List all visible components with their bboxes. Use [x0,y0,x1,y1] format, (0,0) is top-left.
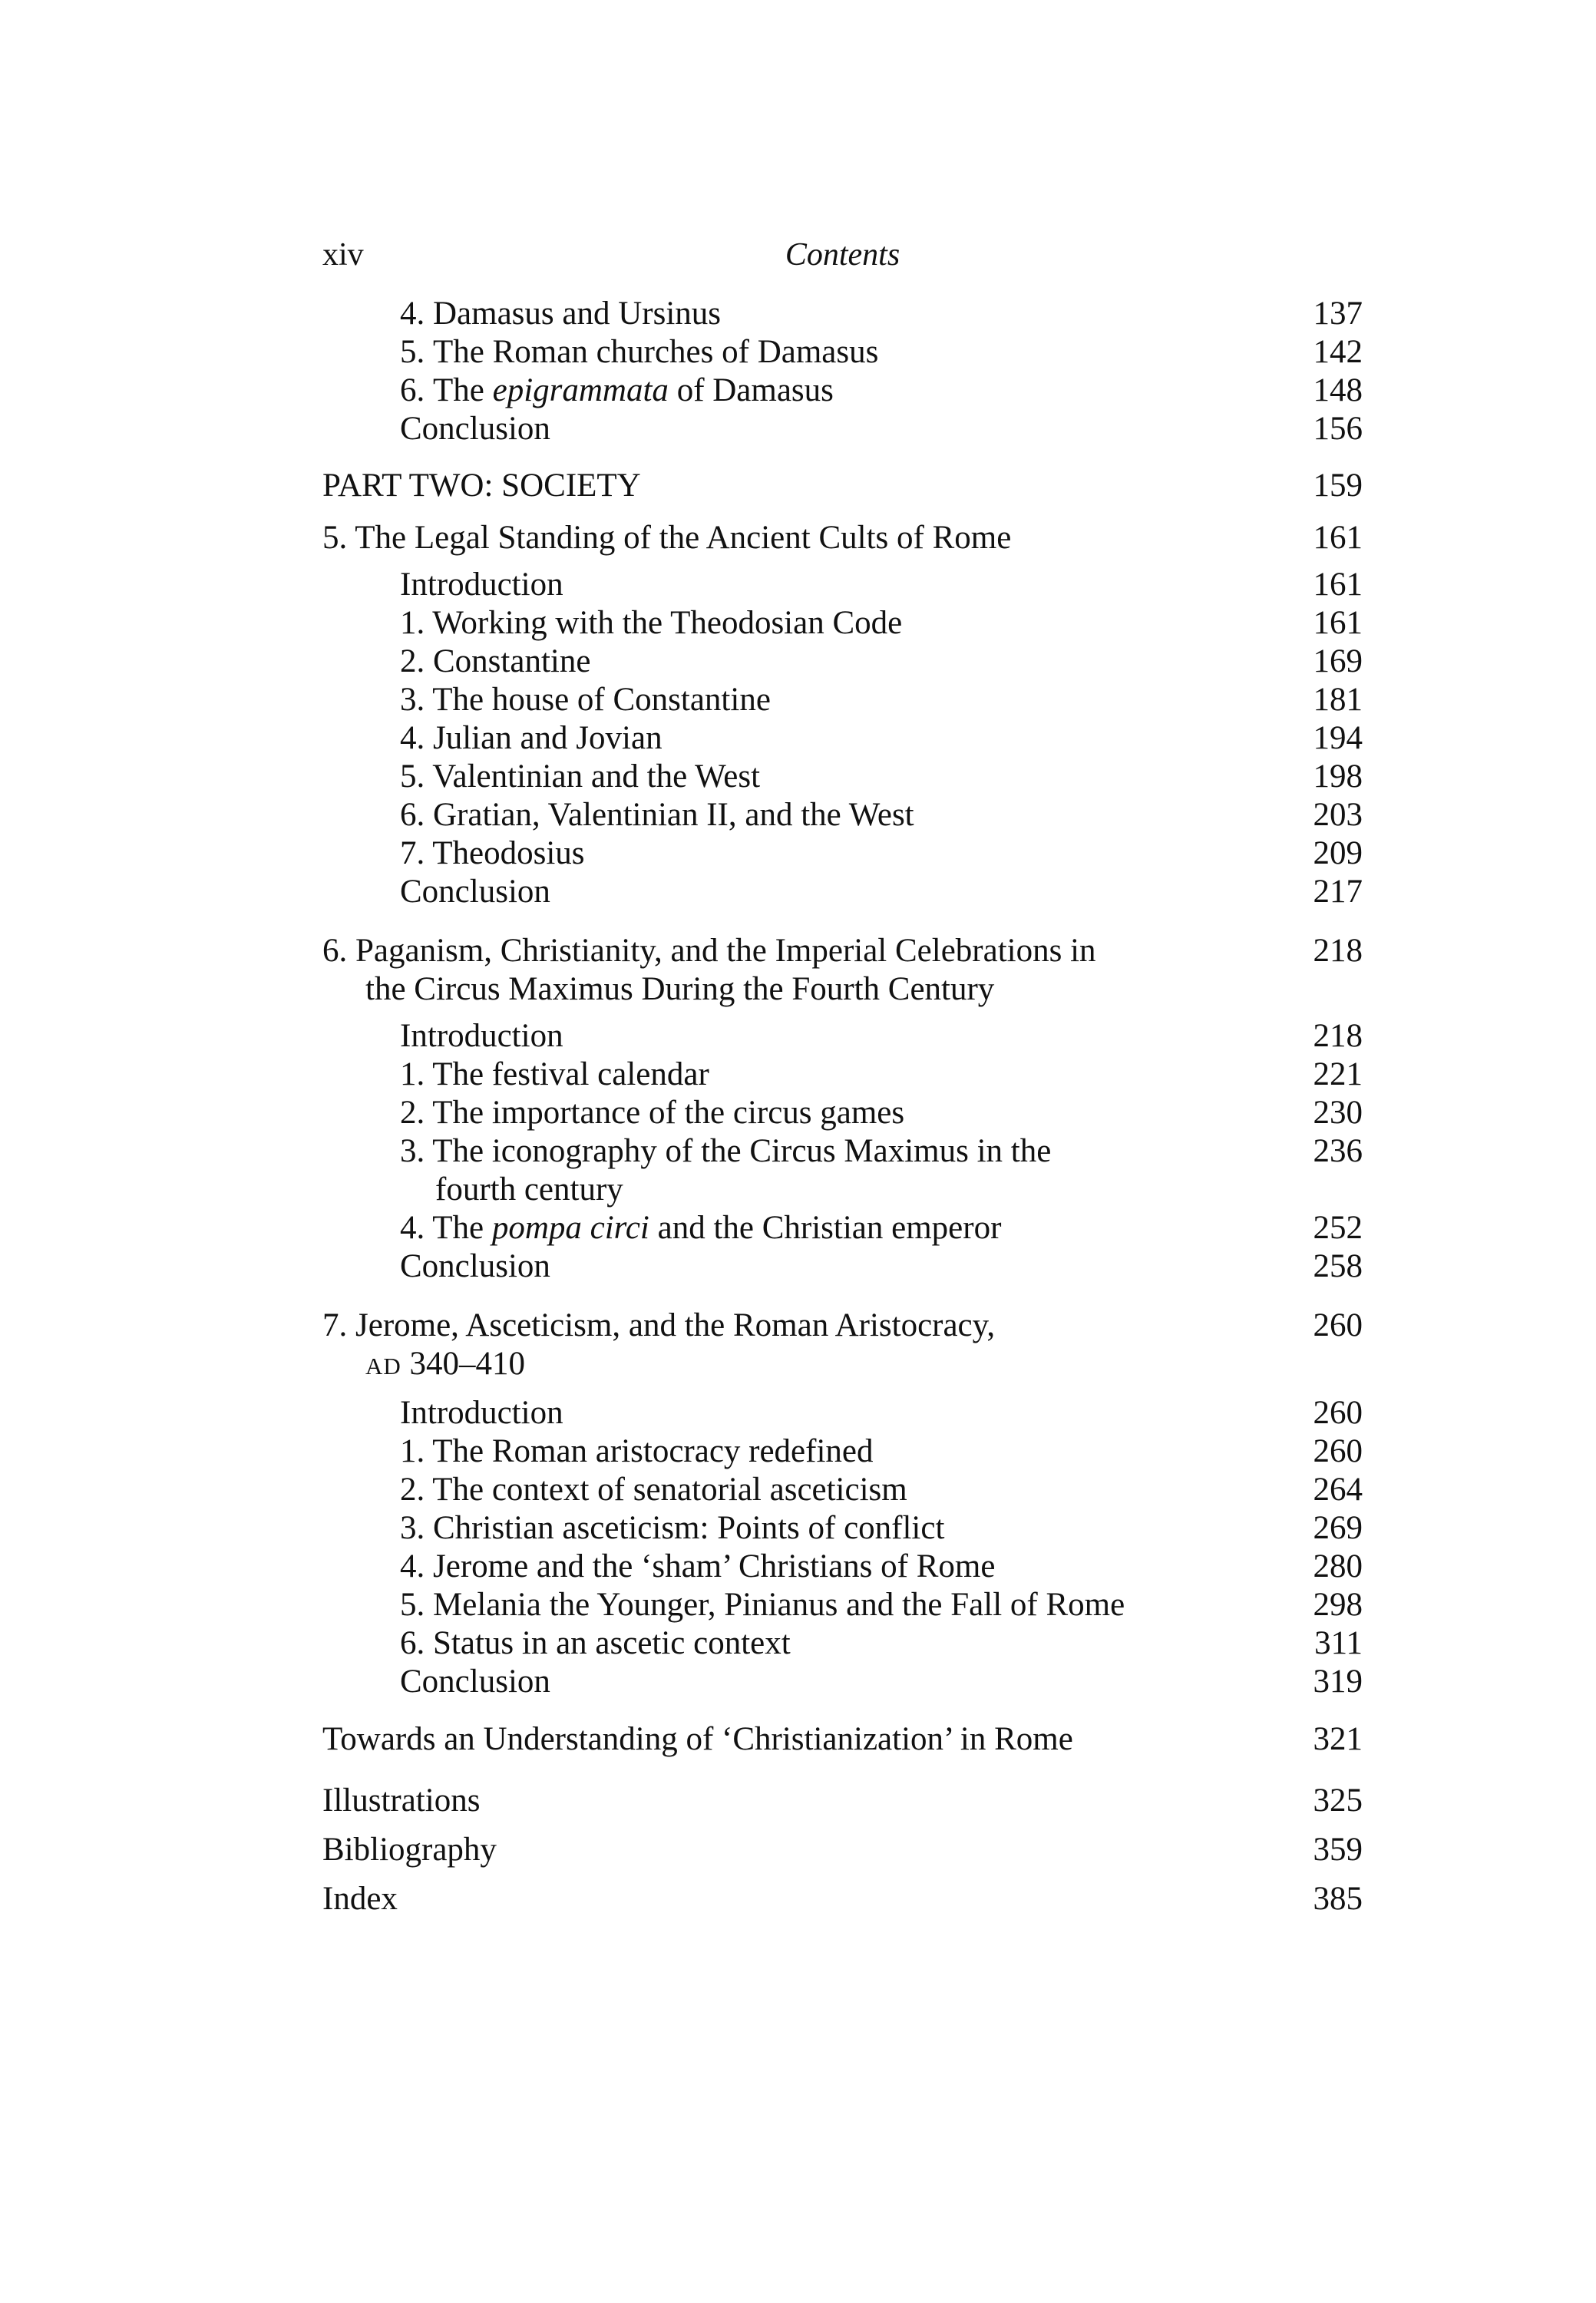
toc-entry[interactable] [322,1017,1363,1056]
entry-number: 3. [400,682,425,718]
entry-number: 5. [400,758,425,795]
chapter-6 [322,932,1363,1286]
entry-title-italic: pompa circi [491,1210,649,1246]
entry-number: 4. [400,1548,425,1584]
entry-number: 6. [400,372,425,408]
toc-entry[interactable] [322,604,1363,643]
toc-entry[interactable] [322,834,1363,873]
entry-page: 298 [1313,1587,1363,1623]
entry-title-suffix: and the Christian emperor [657,1210,1002,1246]
chapter-number: 6. [322,933,348,969]
entry-title: Introduction [400,1018,563,1054]
entry-number: 4. [400,1210,425,1246]
entry-title: Julian and Jovian [433,720,663,756]
toc-entry[interactable] [322,566,1363,604]
running-title: Contents [785,237,900,273]
toc-entry[interactable] [322,1720,1363,1759]
toc-entry[interactable] [322,1624,1363,1663]
entry-number: 3. [400,1133,425,1169]
entry-title: Conclusion [400,874,550,910]
toc-entry[interactable] [322,1831,1363,1869]
entry-title: Damasus and Ursinus [433,296,722,332]
entry-number: 2. [400,1095,425,1131]
entry-page: 230 [1313,1095,1363,1131]
chapter-number: 5. [322,520,348,556]
entry-title-line-1: The iconography of the Circus Maximus in the [432,1133,1052,1169]
toc-entry[interactable] [322,1056,1363,1094]
toc-entry[interactable] [322,372,1363,410]
part-two [322,467,1363,505]
entry-title-line-2: fourth century [435,1171,623,1208]
toc-entry[interactable] [322,1394,1363,1432]
toc-entry[interactable] [322,1880,1363,1918]
entry-number: 1. [400,1433,425,1469]
entry-title: Theodosius [432,835,585,871]
toc-entry[interactable] [322,681,1363,719]
entry-page: 194 [1313,720,1363,756]
entry-title: Towards an Understanding of ‘Christianization’ in Rome [322,1721,1073,1757]
toc-entry[interactable] [322,1247,1363,1286]
chapter-heading[interactable] [322,519,1363,557]
entry-title-italic: epigrammata [492,372,669,408]
chapter-heading[interactable] [322,932,1363,1009]
toc-entry[interactable] [322,1432,1363,1471]
entry-page: 218 [1313,933,1363,969]
entry-title: The house of Constantine [432,682,771,718]
entry-title: Conclusion [400,411,550,447]
part-title: PART TWO: SOCIETY [322,468,641,504]
entry-page: 203 [1313,797,1363,833]
toc-entry[interactable] [322,1094,1363,1132]
entry-title: Bibliography [322,1832,497,1868]
entry-page: 181 [1313,682,1363,718]
toc-entry[interactable] [322,1509,1363,1548]
entry-number: 4. [400,296,425,332]
entry-title: Conclusion [400,1664,550,1700]
entry-page: 137 [1313,296,1363,332]
entry-title-prefix: The [432,1210,484,1246]
chapter-title-line-2: the Circus Maximus During the Fourth Century [365,971,995,1007]
entry-page: 221 [1313,1056,1363,1092]
toc-entry[interactable] [322,796,1363,834]
entry-page: 252 [1313,1210,1363,1246]
entry-title: Status in an ascetic context [433,1625,791,1661]
entry-number: 5. [400,334,425,370]
toc-entry[interactable] [322,1548,1363,1586]
entry-page: 159 [1313,468,1363,504]
entry-page: 385 [1313,1881,1363,1917]
entry-page: 161 [1313,520,1363,556]
entry-title: The context of senatorial asceticism [432,1472,907,1508]
entry-title: The Roman churches of Damasus [433,334,879,370]
chapter-years: 340–410 [409,1346,526,1382]
chapter-5 [322,519,1363,911]
entry-title: Jerome and the ‘sham’ Christians of Rome [433,1548,996,1584]
entry-title: Melania the Younger, Pinianus and the Fall of Rome [433,1587,1125,1623]
entry-number: 7. [400,835,425,871]
toc-entry[interactable] [322,1209,1363,1247]
toc-entry[interactable] [322,1471,1363,1509]
page-number: xiv [322,237,364,273]
entry-page: 142 [1313,334,1363,370]
entry-page: 280 [1313,1548,1363,1584]
entry-page: 161 [1313,605,1363,641]
chapter-7 [322,1307,1363,1701]
entry-page: 260 [1313,1395,1363,1431]
toc-entry[interactable] [322,333,1363,372]
entry-title: Constantine [433,643,591,679]
entry-page: 319 [1313,1664,1363,1700]
entry-page: 148 [1313,372,1363,408]
toc-entry[interactable] [322,643,1363,681]
running-head [322,236,1363,279]
entry-number: 2. [400,1472,425,1508]
entry-title: Valentinian and the West [432,758,761,795]
entry-number: 5. [400,1587,425,1623]
entry-page: 269 [1313,1510,1363,1546]
chapter-title-line-1: Paganism, Christianity, and the Imperial Celebrations in [355,933,1096,969]
entry-title: Working with the Theodosian Code [432,605,903,641]
entry-title: The festival calendar [432,1056,709,1092]
toc-entry[interactable] [322,758,1363,796]
entry-page: 198 [1313,758,1363,795]
entry-number: 6. [400,1625,425,1661]
entry-page: 260 [1313,1307,1363,1343]
entry-page: 258 [1313,1248,1363,1284]
entry-title: Christian asceticism: Points of conflict [433,1510,945,1546]
entry-number: 3. [400,1510,425,1546]
table-of-contents [322,295,1363,1918]
era-label: AD [365,1353,401,1379]
entry-title: Index [322,1881,398,1917]
entry-page: 169 [1313,643,1363,679]
entry-page: 218 [1313,1018,1363,1054]
back-matter-bibliography [322,1831,1363,1869]
entry-page: 359 [1313,1832,1363,1868]
toc-entry[interactable] [322,295,1363,333]
entry-title: The importance of the circus games [432,1095,905,1131]
chapter-number: 7. [322,1307,348,1343]
entry-page: 325 [1313,1783,1363,1819]
entry-page: 264 [1313,1472,1363,1508]
back-matter-index [322,1880,1363,1918]
entry-page: 156 [1313,411,1363,447]
chapter-heading[interactable] [322,1307,1363,1386]
entry-page: 311 [1314,1625,1363,1661]
entry-number: 2. [400,643,425,679]
entry-page: 260 [1313,1433,1363,1469]
entry-page: 209 [1313,835,1363,871]
toc-entry[interactable] [322,1663,1363,1701]
entry-page: 321 [1313,1721,1363,1757]
closing-chapter [322,1720,1363,1759]
entry-title: Introduction [400,567,563,603]
entry-title-prefix: The [433,372,484,408]
chapter-title-line-1: Jerome, Asceticism, and the Roman Aristocracy, [355,1307,996,1343]
entry-page: 236 [1313,1133,1363,1169]
part-heading[interactable] [322,467,1363,505]
toc-entry[interactable] [322,1782,1363,1820]
entry-page: 161 [1313,567,1363,603]
entry-title: The Roman aristocracy redefined [432,1433,874,1469]
entry-number: 6. [400,797,425,833]
entry-number: 1. [400,1056,425,1092]
toc-entry[interactable] [322,873,1363,911]
chapter-title: The Legal Standing of the Ancient Cults of Rome [355,520,1012,556]
toc-entry[interactable] [322,1132,1363,1209]
entry-title: Gratian, Valentinian II, and the West [433,797,914,833]
toc-entry[interactable] [322,719,1363,758]
entry-title: Illustrations [322,1783,481,1819]
back-matter-illustrations [322,1782,1363,1820]
entry-page: 217 [1313,874,1363,910]
toc-entry[interactable] [322,1586,1363,1624]
entry-title: Conclusion [400,1248,550,1284]
entry-title-suffix: of Damasus [676,372,834,408]
toc-entry[interactable] [322,410,1363,448]
entry-number: 4. [400,720,425,756]
entry-number: 1. [400,605,425,641]
chapter-4-sections [322,295,1363,448]
entry-title: Introduction [400,1395,563,1431]
